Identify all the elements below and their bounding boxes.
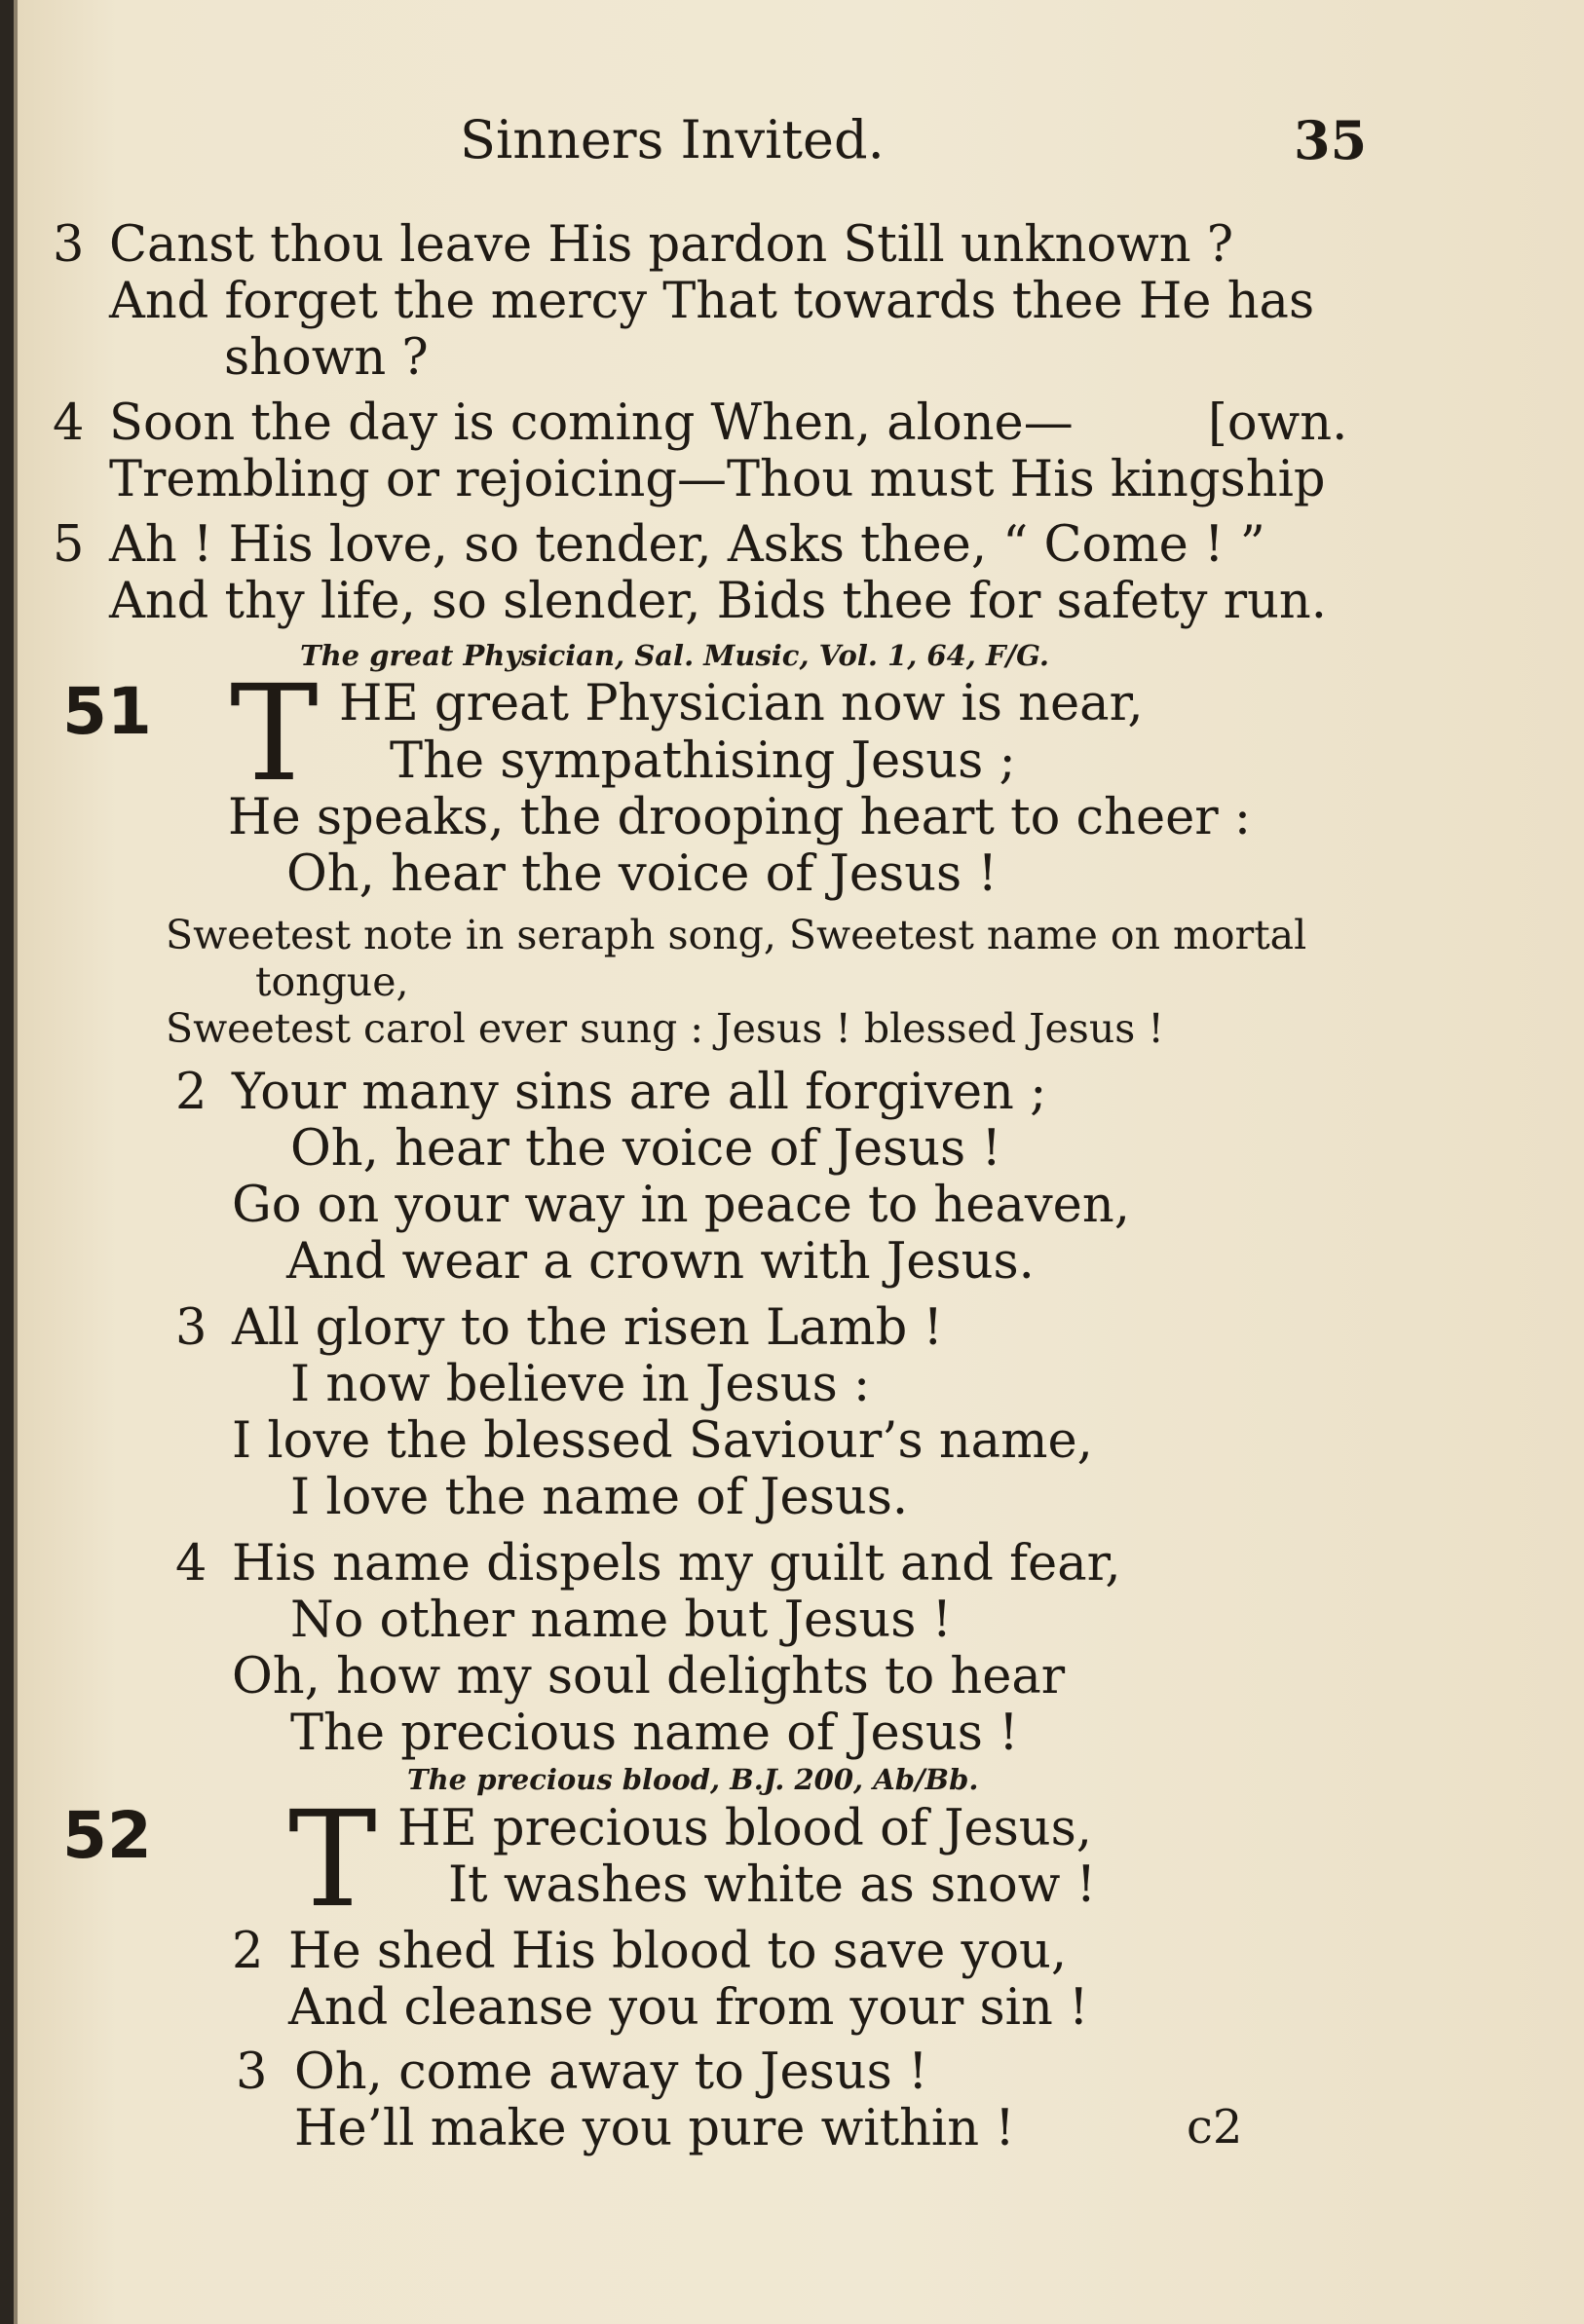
verse-number: 4 [175, 1535, 207, 1593]
tune-source: The great Physician, Sal. Music, Vol. 1, 64, F/G. [300, 639, 1049, 672]
tune-source: The precious blood, B.J. 200, Ab/Bb. [407, 1763, 979, 1796]
verse-line: Canst thou leave His pardon Still unknown ? [109, 216, 1234, 274]
hymn-line: Oh, hear the voice of Jesus ! [286, 845, 998, 903]
hymn-line: Your many sins are all forgiven ; [232, 1064, 1047, 1121]
signature-mark: c2 [1187, 2100, 1243, 2155]
hymn-line: Oh, hear the voice of Jesus ! [290, 1120, 1001, 1178]
hymn-line: I love the name of Jesus. [290, 1469, 909, 1526]
chorus-line: Sweetest carol ever sung : Jesus ! blessed Jesus ! [166, 1005, 1164, 1052]
verse-number: 3 [53, 216, 85, 274]
hymn-line: I now believe in Jesus : [290, 1356, 871, 1413]
page-number: 35 [1294, 109, 1368, 171]
book-spine-edge [14, 0, 18, 2324]
verse-line: And forget the mercy That towards thee He has [109, 273, 1315, 330]
verse-number: 5 [53, 516, 85, 574]
verse-line: Trembling or rejoicing—Thou must His kingship [109, 451, 1326, 508]
hymn-line: I love the blessed Saviour’s name, [232, 1412, 1093, 1470]
hymn-line: And cleanse you from your sin ! [288, 1979, 1089, 2037]
verse-number: 4 [53, 394, 85, 452]
hymn-number: 52 [62, 1798, 152, 1873]
drop-cap: T [230, 657, 319, 811]
hymn-line: All glory to the risen Lamb ! [232, 1299, 943, 1357]
hymn-line: His name dispels my guilt and fear, [232, 1535, 1121, 1593]
hymn-line: It washes white as snow ! [448, 1856, 1097, 1914]
verse-line: Ah ! His love, so tender, Asks thee, “ Come ! ” [109, 516, 1265, 574]
verse-number: 3 [236, 2043, 268, 2101]
verse-line: And thy life, so slender, Bids thee for safety run. [109, 573, 1327, 630]
hymn-line: Oh, how my soul delights to hear [232, 1648, 1066, 1706]
verse-line: Soon the day is coming When, alone— [109, 394, 1074, 452]
verse-line-overflow: [own. [1208, 394, 1348, 452]
chorus-line: tongue, [255, 958, 409, 1005]
drop-cap: T [288, 1783, 377, 1937]
running-title: Sinners Invited. [460, 109, 885, 170]
hymn-line: The precious name of Jesus ! [290, 1705, 1019, 1762]
hymn-line: Go on your way in peace to heaven, [232, 1177, 1130, 1234]
chorus-line: Sweetest note in seraph song, Sweetest name on mortal [166, 912, 1307, 958]
hymn-line: And wear a crown with Jesus. [286, 1233, 1035, 1291]
hymn-line: HE great Physician now is near, [339, 675, 1144, 732]
verse-number: 2 [175, 1064, 207, 1121]
hymn-line: He shed His blood to save you, [288, 1923, 1068, 1980]
hymn-line: The sympathising Jesus ; [390, 732, 1016, 790]
hymn-line: He speaks, the drooping heart to cheer : [228, 789, 1252, 846]
hymn-line: Oh, come away to Jesus ! [294, 2043, 928, 2101]
hymn-line: No other name but Jesus ! [290, 1592, 953, 1649]
verse-number: 2 [232, 1923, 264, 1980]
verse-line: shown ? [224, 329, 429, 387]
book-spine [0, 0, 14, 2324]
hymn-number: 51 [62, 674, 152, 749]
verse-number: 3 [175, 1299, 207, 1357]
hymn-line: He’ll make you pure within ! [294, 2100, 1015, 2157]
hymn-line: HE precious blood of Jesus, [397, 1800, 1092, 1857]
